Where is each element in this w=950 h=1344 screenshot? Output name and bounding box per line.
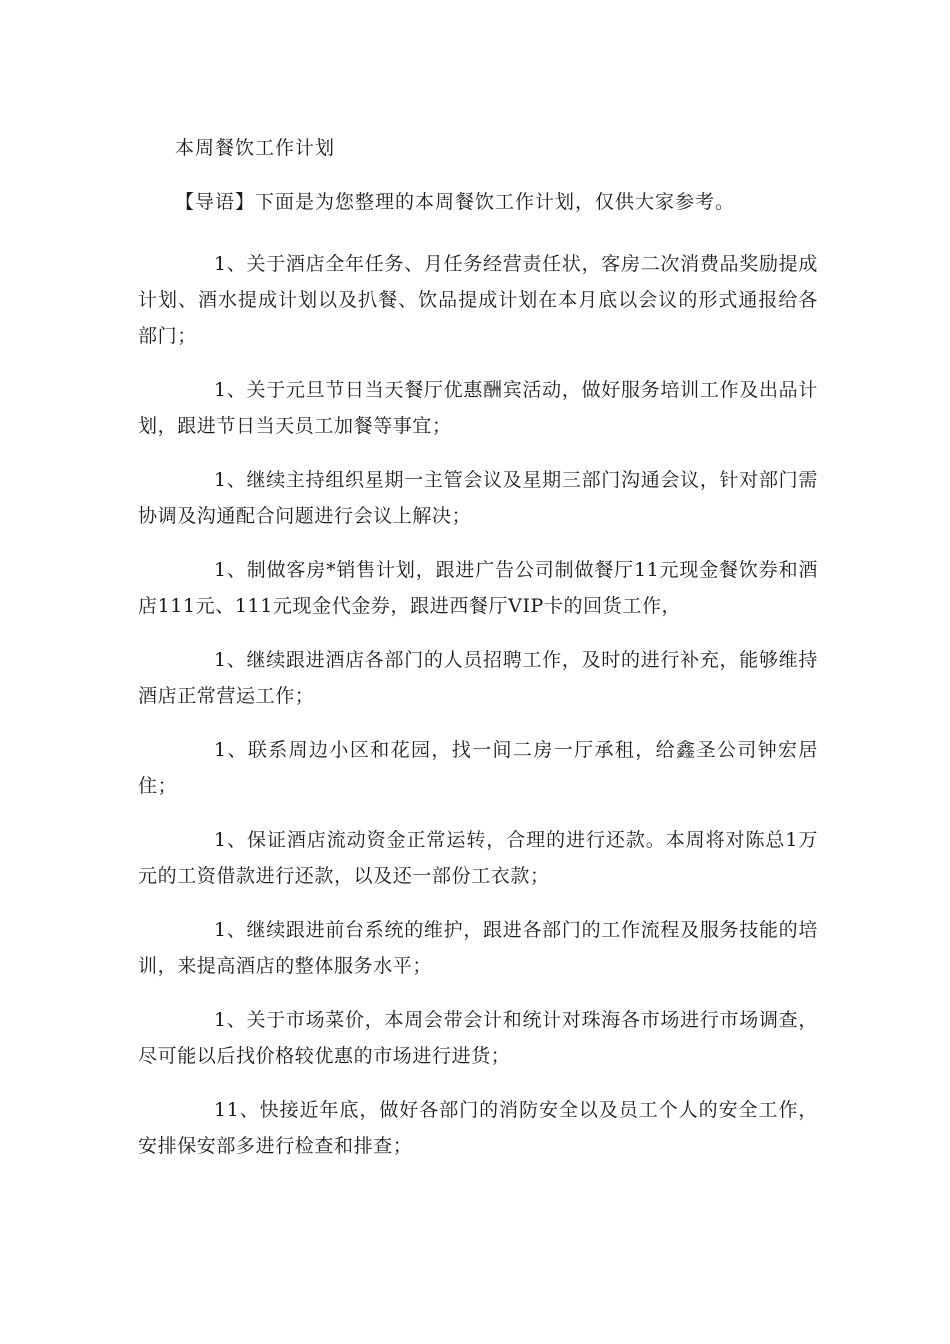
plan-item: 1、关于酒店全年任务、月任务经营责任状，客房二次消费品奖励提成计划、酒水提成计划以及扒餐、饮品提成计划在本月底以会议的形式通报给各部门；	[138, 253, 818, 347]
plan-item: 1、关于元旦节日当天餐厅优惠酬宾活动，做好服务培训工作及出品计划，跟进节日当天员工加餐等事宜；	[138, 379, 818, 437]
plan-item: 1、继续跟进前台系统的维护，跟进各部门的工作流程及服务技能的培训，来提高酒店的整体服务水平；	[138, 919, 818, 977]
plan-item-list	[138, 246, 818, 1182]
plan-item: 1、制做客房*销售计划，跟进广告公司制做餐厅11元现金餐饮券和酒店111元、111元现金代金券，跟进西餐厅VIP卡的回货工作，	[138, 559, 818, 617]
plan-item: 1、继续跟进酒店各部门的人员招聘工作，及时的进行补充，能够维持酒店正常营运工作；	[138, 649, 818, 707]
plan-item: 1、保证酒店流动资金正常运转，合理的进行还款。本周将对陈总1万元的工资借款进行还款，以及还一部份工衣款；	[138, 829, 818, 887]
document-title: 本周餐饮工作计划	[175, 137, 336, 159]
plan-item: 1、关于市场菜价，本周会带会计和统计对珠海各市场进行市场调查，尽可能以后找价格较优惠的市场进行进货；	[138, 1009, 818, 1067]
plan-item: 1、继续主持组织星期一主管会议及星期三部门沟通会议，针对部门需协调及沟通配合问题进行会议上解决；	[138, 469, 818, 527]
plan-item: 11、快接近年底，做好各部门的消防安全以及员工个人的安全工作，安排保安部多进行检查和排查；	[138, 1099, 818, 1157]
document-intro: 【导语】下面是为您整理的本周餐饮工作计划，仅供大家参考。	[175, 191, 736, 213]
plan-item: 1、联系周边小区和花园，找一间二房一厅承租，给鑫圣公司钟宏居住；	[138, 739, 818, 797]
